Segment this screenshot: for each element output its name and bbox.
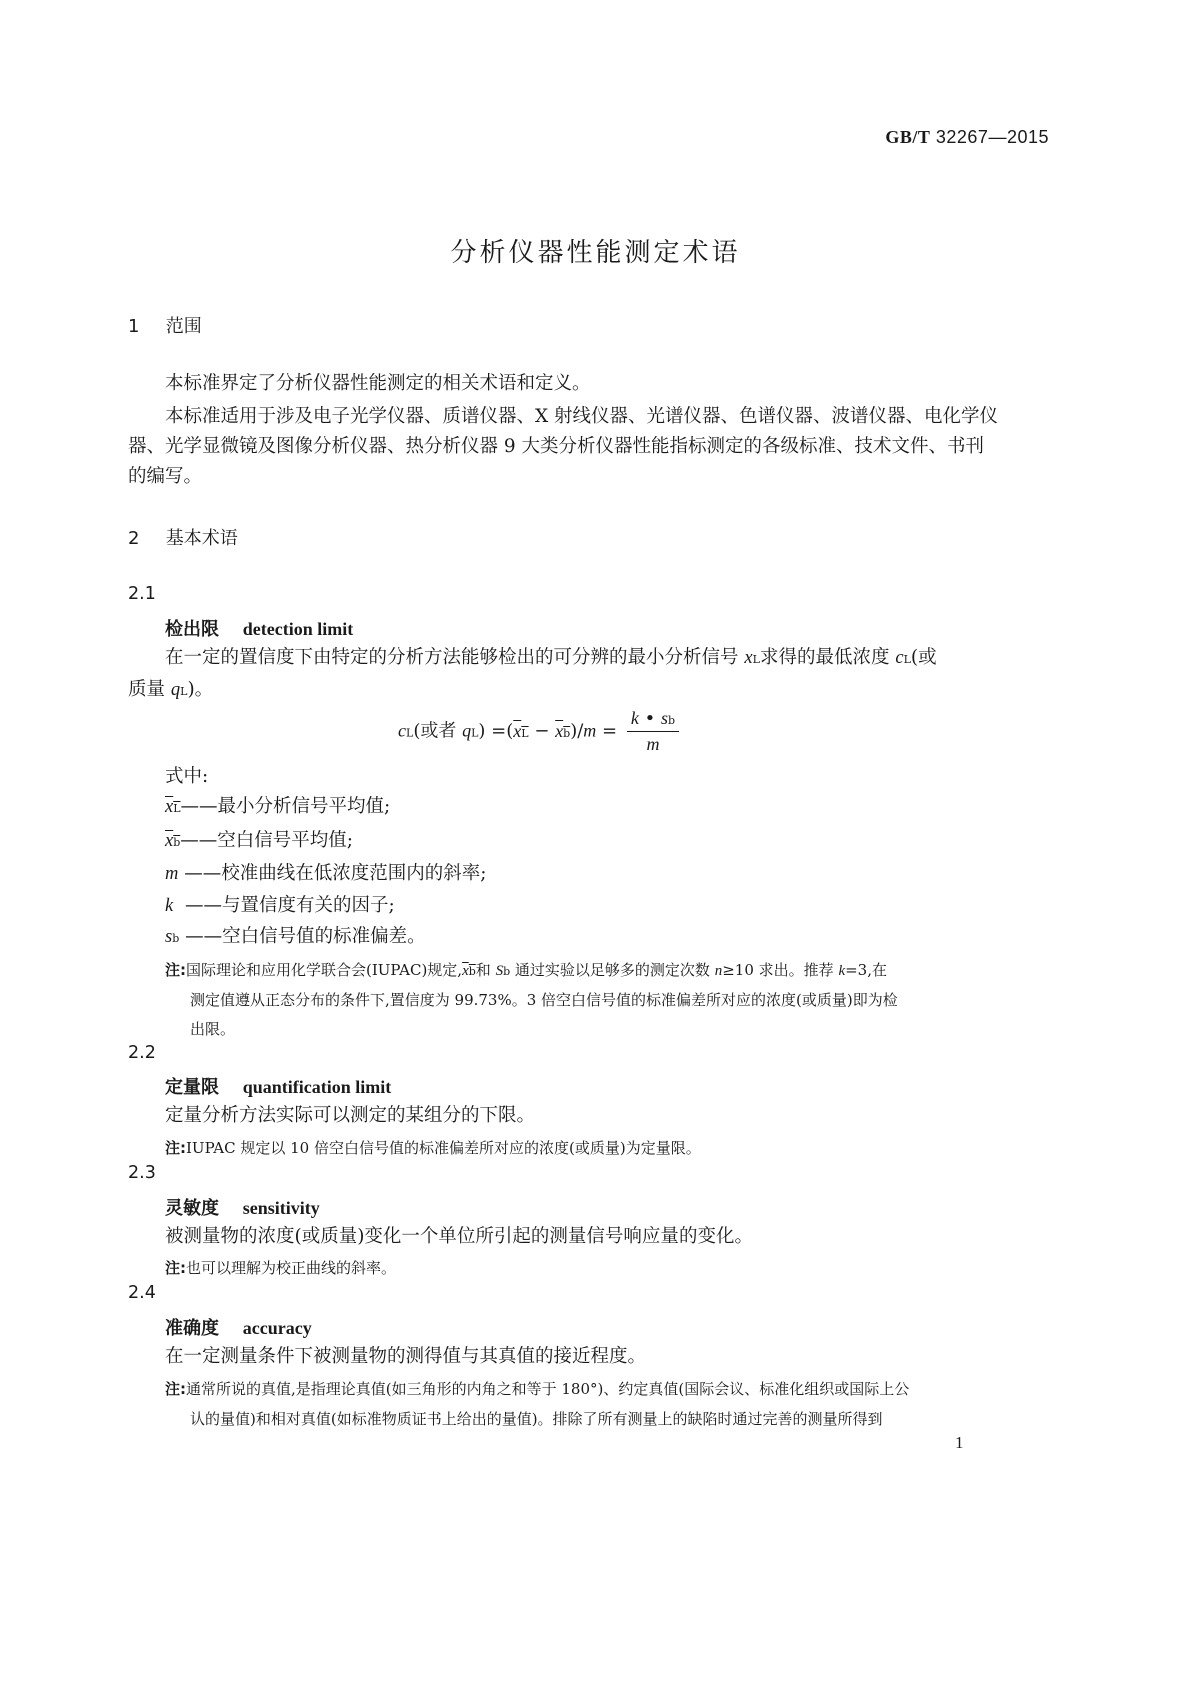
note-xb-mean [462, 961, 476, 979]
note-text: 国际理论和应用化学联合会(IUPAC)规定, [186, 961, 463, 979]
symbol-q: q [170, 680, 181, 700]
formula-sub-b: b [563, 726, 571, 740]
formula-slash: )/ [570, 720, 584, 742]
standard-number [885, 127, 1049, 148]
section-1-heading [128, 312, 202, 338]
subscript-L: L [903, 653, 911, 666]
legend-text: ——空白信号平均值; [180, 830, 353, 851]
term-en: quantification limit [242, 1077, 392, 1097]
legend-sub: L [173, 802, 181, 815]
formula-q: q [462, 720, 472, 741]
section-2-title: 基本术语 [165, 528, 238, 549]
formula-sub-L: L [521, 726, 529, 740]
legend-text: ——最小分析信号平均值; [180, 796, 391, 817]
formula-or: (或者 [413, 720, 457, 742]
numerator-k: k [630, 708, 639, 728]
note-S: S [495, 963, 504, 979]
term-zh: 灵敏度 [165, 1198, 219, 1219]
subscript-L: L [752, 653, 760, 666]
scope-paragraph-2-line-2: 器、光学显微镜及图像分析仪器、热分析仪器 9 大类分析仪器性能指标测定的各级标准、技术文件、书刊 [128, 436, 985, 457]
formula-fraction [627, 708, 679, 755]
section-2-number: 2 [128, 528, 140, 549]
formula-sub-L: L [471, 726, 479, 740]
clause-2-1-definition-line-1 [165, 641, 937, 676]
legend-sym: x [165, 831, 174, 851]
clause-2-4-number: 2.4 [128, 1283, 156, 1303]
section-2-heading [128, 524, 238, 550]
numerator-dot: • [644, 708, 656, 729]
legend-item [165, 889, 395, 923]
note-2-1-line-3: 出限。 [190, 1020, 236, 1038]
clause-2-2-number: 2.2 [128, 1043, 156, 1063]
formula-x: x [555, 720, 564, 741]
note-text: 通过实验以足够多的测定次数 [514, 961, 710, 979]
note-2-1-line-2: 测定值遵从正态分布的条件下,置信度为 99.73%。3 倍空白信号值的标准偏差所对应的浓度(或质量)即为检 [190, 991, 898, 1009]
legend-sub: b [172, 932, 180, 945]
note-x: x [462, 963, 469, 979]
page-number: 1 [955, 1433, 964, 1452]
clause-2-1-definition-line-2 [128, 673, 213, 708]
clause-2-3-definition: 被测量物的浓度(或质量)变化一个单位所引起的测量信号响应量的变化。 [165, 1226, 753, 1247]
term-zh: 准确度 [165, 1318, 219, 1339]
numerator-s: s [660, 708, 668, 728]
definition-text: 质量 [128, 679, 166, 700]
legend-text: ——空白信号值的标准偏差。 [185, 926, 426, 947]
term-en: accuracy [242, 1318, 312, 1338]
note-2-3 [165, 1253, 396, 1283]
legend-text: ——校准曲线在低浓度范围内的斜率; [184, 863, 487, 884]
scope-paragraph-2-line-3: 的编写。 [128, 466, 203, 487]
legend-symbol [165, 796, 181, 817]
clause-2-2-definition: 定量分析方法实际可以测定的某组分的下限。 [165, 1105, 536, 1126]
clause-2-3-term [165, 1194, 320, 1220]
definition-text: 求得的最低浓度 [759, 647, 890, 668]
detection-limit-formula [398, 708, 679, 755]
note-label: 注: [165, 1259, 186, 1277]
note-sub-b: b [468, 965, 476, 978]
note-text: =3,在 [845, 961, 887, 979]
formula-xb-mean [555, 721, 570, 742]
note-label: 注: [165, 961, 186, 979]
legend-item [165, 857, 487, 891]
formula-m: m [583, 720, 597, 741]
formula-equals: = [602, 720, 618, 742]
legend-symbol [165, 830, 180, 851]
formula-equals: = [491, 720, 507, 742]
note-2-2 [165, 1133, 701, 1163]
document-title: 分析仪器性能测定术语 [450, 238, 741, 268]
term-en: detection limit [242, 619, 354, 639]
note-label: 注: [165, 1139, 186, 1157]
formula-open-paren: ( [506, 720, 514, 742]
legend-sym: s [165, 927, 173, 947]
note-text: 通常所说的真值,是指理论真值(如三角形的内角之和等于 180°)、约定真值(国际会议、标准化组织或国际上公 [186, 1380, 910, 1398]
clause-2-4-definition: 在一定测量条件下被测量物的测得值与其真值的接近程度。 [165, 1346, 647, 1367]
definition-text: (或 [910, 647, 937, 668]
numerator-sub-b: b [667, 714, 676, 727]
clause-2-3-number: 2.3 [128, 1163, 156, 1183]
note-sub-b: b [503, 965, 511, 978]
clause-2-2-term [165, 1073, 391, 1099]
term-en: sensitivity [242, 1198, 320, 1218]
standard-prefix: GB/T [885, 127, 931, 147]
legend-sym: m [165, 864, 179, 884]
term-zh: 定量限 [165, 1077, 219, 1098]
note-text: 和 [475, 961, 491, 979]
legend-sym: x [165, 797, 174, 817]
legend-sym: k [165, 896, 174, 916]
term-zh: 检出限 [165, 619, 219, 640]
legend-item [165, 920, 426, 955]
legend-item [165, 790, 390, 825]
legend-sub: b [173, 836, 181, 849]
note-2-1-line-1 [165, 955, 887, 987]
fraction-numerator [627, 708, 679, 732]
clause-2-1-term [165, 615, 353, 641]
note-text: IUPAC 规定以 10 倍空白信号值的标准偏差所对应的浓度(或质量)为定量限。 [186, 1139, 701, 1157]
note-2-4-line-2: 认的量值)和相对真值(如标准物质证书上给出的量值)。排除了所有测量上的缺陷时通过完善的测量所得到 [190, 1410, 883, 1428]
symbol-c: c [895, 648, 904, 668]
clause-2-4-term [165, 1314, 312, 1340]
definition-text: )。 [187, 679, 214, 700]
note-k: k [838, 963, 846, 979]
section-1-title: 范围 [165, 316, 202, 337]
formula-x: x [513, 720, 522, 741]
note-text: ≥10 求出。推荐 [722, 961, 834, 979]
legend-text: ——与置信度有关的因子; [184, 895, 395, 916]
formula-close-paren: ) [478, 720, 486, 742]
formula-sub-L: L [406, 726, 414, 740]
subscript-L: L [180, 685, 188, 698]
formula-c: c [398, 720, 406, 741]
standard-code: 32267—2015 [935, 127, 1049, 147]
definition-text: 在一定的置信度下由特定的分析方法能够检出的可分辨的最小分析信号 [165, 647, 739, 668]
section-1-number: 1 [128, 316, 140, 337]
note-n: n [714, 963, 723, 979]
note-2-4-line-1 [165, 1374, 909, 1404]
formula-xL-mean [513, 721, 528, 742]
clause-2-1-number: 2.1 [128, 584, 156, 604]
formula-minus: − [534, 720, 550, 742]
scope-paragraph-1: 本标准界定了分析仪器性能测定的相关术语和定义。 [165, 373, 591, 394]
scope-paragraph-2-line-1: 本标准适用于涉及电子光学仪器、质谱仪器、X 射线仪器、光谱仪器、色谱仪器、波谱仪器、电化学仪 [165, 406, 999, 427]
note-text: 也可以理解为校正曲线的斜率。 [186, 1259, 397, 1277]
formula-where-label: 式中: [165, 766, 209, 787]
fraction-denominator: m [646, 734, 660, 754]
legend-item [165, 824, 353, 859]
symbol-x: x [744, 648, 753, 668]
note-label: 注: [165, 1380, 186, 1398]
